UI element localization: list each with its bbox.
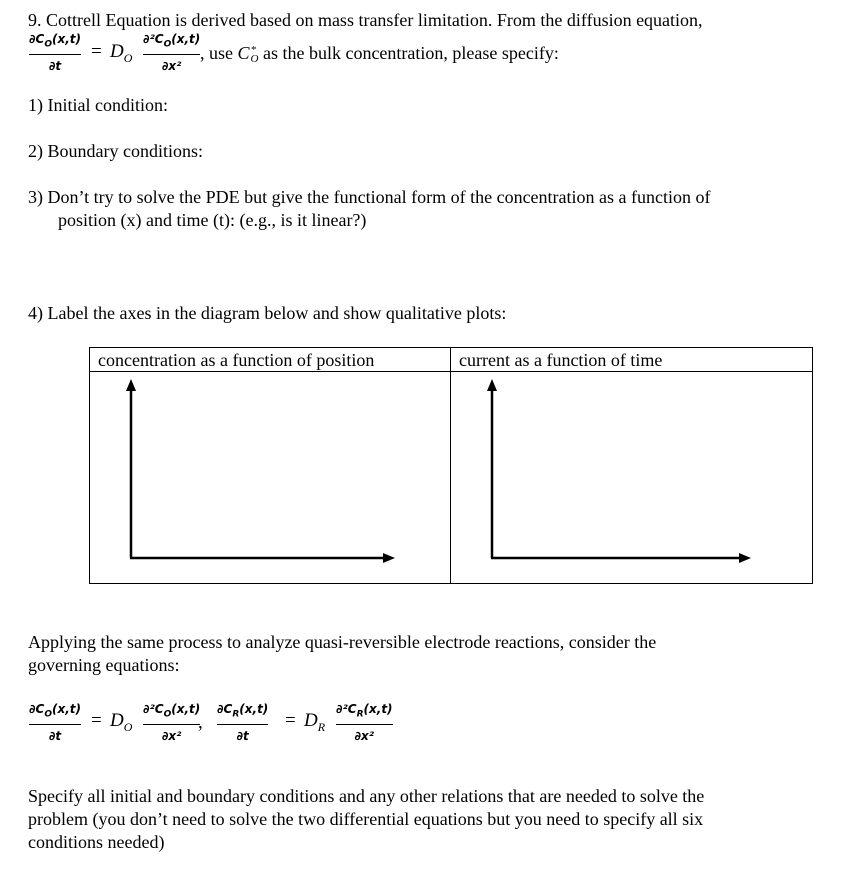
- coef-symbol: D: [110, 41, 124, 62]
- item-functional-form-cont: position (x) and time (t): (e.g., is it linear?): [58, 210, 367, 230]
- gov-eq2-rhs-num-sub: R: [356, 709, 364, 720]
- eq-rhs-num-sub: O: [163, 39, 172, 50]
- gov-eq1-coef-sub: O: [123, 719, 133, 734]
- eq-lhs-den: ∂t: [48, 59, 62, 74]
- gov-eq1-rhs-num: ∂²C: [143, 702, 164, 716]
- gov-eq1-rhs-num-sub: O: [163, 709, 172, 720]
- final-paragraph-line3: conditions needed): [28, 832, 165, 852]
- eq-lhs-num-rest: (x,t): [52, 32, 82, 46]
- equals-sign: =: [91, 41, 102, 62]
- fraction-bar: [143, 724, 200, 725]
- gov-eq2-rhs-num-rest: (x,t): [363, 702, 393, 716]
- gov-eq1-rhs-den: ∂x²: [161, 729, 182, 744]
- gov-eq1-lhs-num-rest: (x,t): [52, 702, 82, 716]
- gov-eq1-coef-symbol: D: [110, 710, 124, 731]
- bulk-rest-text: as the bulk concentration, please specify:: [258, 43, 559, 63]
- coef-sub: O: [123, 50, 133, 65]
- gov-eq2-lhs-num: ∂C: [217, 702, 233, 716]
- gov-eq1-lhs-num-sub: O: [44, 709, 52, 720]
- gov-eq2-coef-symbol: D: [304, 710, 318, 731]
- bulk-sup: *: [250, 43, 257, 56]
- fraction-bar: [217, 724, 268, 725]
- quasi-paragraph-line2: governing equations:: [28, 655, 180, 675]
- gov-eq1-equals: =: [91, 710, 102, 731]
- gov-eq2-lhs-num-rest: (x,t): [239, 702, 269, 716]
- gov-eq1-lhs-den: ∂t: [48, 729, 62, 744]
- equation-separator-comma: ,: [198, 712, 203, 733]
- item-boundary-conditions: 2) Boundary conditions:: [28, 141, 203, 161]
- eq-rhs-num-rest: (x,t): [171, 32, 201, 46]
- gov-eq2-lhs: [217, 702, 268, 744]
- left-panel-header: concentration as a function of position: [98, 350, 375, 370]
- eq-rhs-den: ∂x²: [161, 59, 182, 74]
- gov-eq2-rhs-den: ∂x²: [354, 729, 375, 744]
- right-y-arrowhead: [487, 379, 497, 391]
- right-panel-header: current as a function of time: [459, 350, 663, 370]
- gov-eq1-rhs-num-rest: (x,t): [171, 702, 201, 716]
- eq-lhs-num-sub: O: [44, 39, 52, 50]
- final-paragraph-line1: Specify all initial and boundary conditions and any other relations that are needed to solve the: [28, 786, 705, 806]
- final-paragraph-line2: problem (you don’t need to solve the two differential equations but you need to specify all six: [28, 809, 704, 829]
- bulk-sub: O: [250, 52, 259, 65]
- gov-eq2-rhs: [336, 702, 393, 744]
- question-9-intro: 9. Cottrell Equation is derived based on mass transfer limitation. From the diffusion equation,: [28, 10, 703, 30]
- right-x-arrowhead: [739, 553, 751, 563]
- fraction-bar: [29, 724, 81, 725]
- use-text: , use: [200, 43, 238, 63]
- eq-lhs-num: ∂C: [29, 32, 45, 46]
- gov-eq2-lhs-den: ∂t: [236, 729, 249, 744]
- gov-eq1-lhs: [29, 702, 81, 744]
- quasi-paragraph-line1: Applying the same process to analyze quasi-reversible electrode reactions, consider the: [28, 632, 657, 652]
- fraction-bar: [336, 724, 393, 725]
- gov-eq1-rhs: [143, 702, 200, 744]
- bulk-letter: C: [237, 43, 250, 63]
- gov-eq2-coef-sub: R: [317, 719, 326, 734]
- item-functional-form: 3) Don’t try to solve the PDE but give the functional form of the concentration as a function of: [28, 187, 711, 207]
- gov-eq2-lhs-num-sub: R: [232, 709, 240, 720]
- gov-eq1-lhs-num: ∂C: [29, 702, 45, 716]
- item-label-axes: 4) Label the axes in the diagram below and show qualitative plots:: [28, 303, 507, 323]
- item-initial-condition: 1) Initial condition:: [28, 95, 168, 115]
- gov-eq1-coef: [110, 710, 132, 735]
- eq-rhs-num: ∂²C: [143, 32, 164, 46]
- gov-eq2-equals: =: [285, 710, 296, 731]
- gov-eq2-rhs-num: ∂²C: [336, 702, 357, 716]
- gov-eq2-coef: [304, 710, 325, 735]
